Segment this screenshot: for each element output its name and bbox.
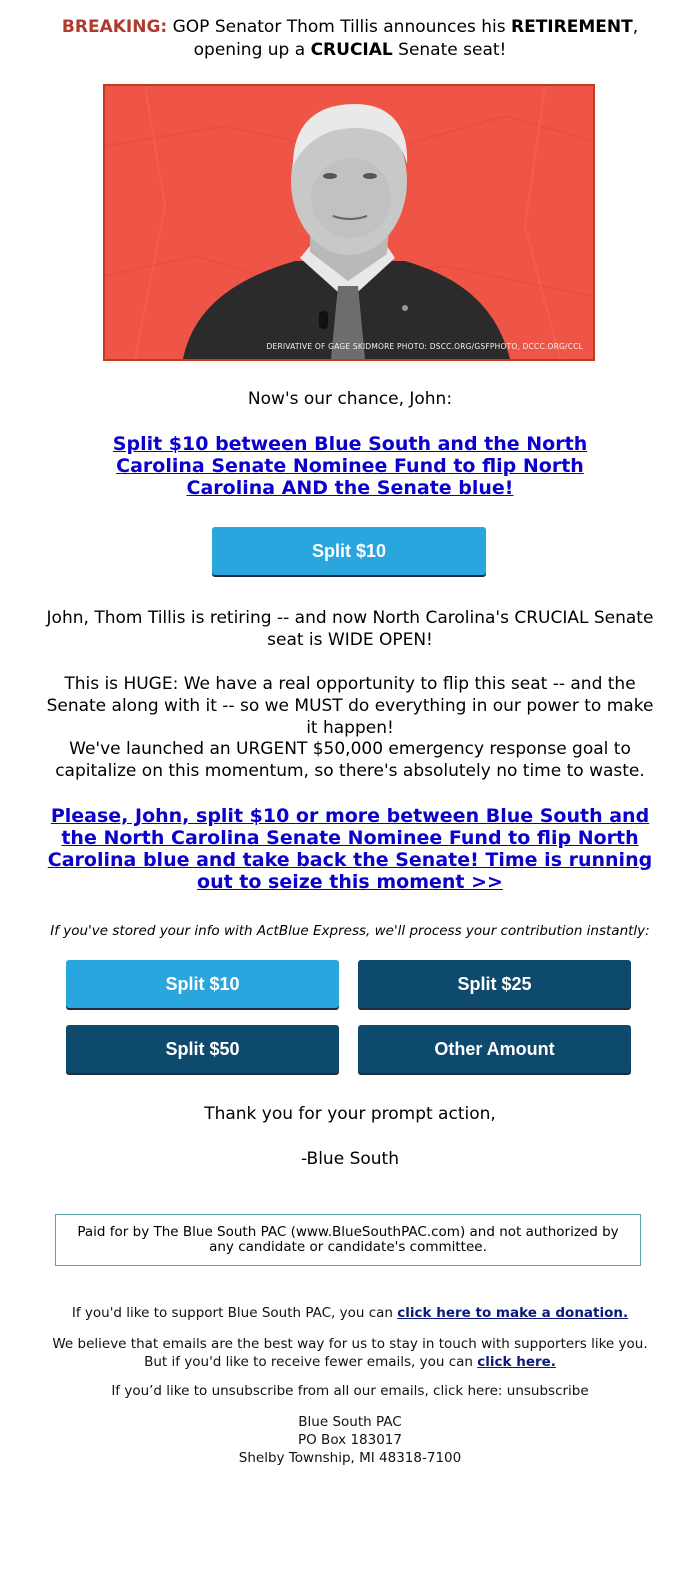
disclaimer-text: Paid for by The Blue South PAC (www.BlueSouthPAC.com) and not authorized by any candidate or candidate's committee. (77, 1224, 619, 1255)
breaking-label: BREAKING: (61, 17, 168, 37)
unsubscribe-link[interactable]: unsubscribe (506, 1383, 589, 1399)
headline-text: GOP Senator Thom Tillis announces his (167, 17, 511, 37)
footer-support (50, 1304, 650, 1322)
paragraph-1: John, Thom Tillis is retiring -- and now North Carolina's CRUCIAL Senate seat is WIDE OPEN! (46, 608, 654, 650)
footer-support-text: If you'd like to support Blue South PAC, you can (71, 1305, 398, 1321)
footer-fewer-text: We believe that emails are the best way for us to stay in touch with supporters like you. But if you'd like to receive fewer emails, you can (52, 1336, 648, 1370)
actblue-express-note: If you've stored your info with ActBlue Express, we'll process your contribution instantly: (50, 923, 650, 939)
paragraph-3: We've launched an URGENT $50,000 emergency response goal to capitalize on this momentum, so there's absolutely no time to waste. (55, 739, 645, 781)
footer-address (50, 1413, 650, 1467)
other-amount-button[interactable]: Other Amount (358, 1025, 631, 1073)
headline-text-3: Senate seat! (392, 40, 507, 60)
split-link-bottom[interactable]: Please, John, split $10 or more between Blue South and the North Carolina Senate Nominee Fund to flip North Carolina blue and take back the Senate! Time is running out to seize this moment >> (47, 805, 653, 893)
address-line-1: Blue South PAC (298, 1414, 402, 1430)
paid-for-disclaimer (55, 1214, 641, 1266)
fewer-emails-link[interactable]: click here. (477, 1354, 556, 1370)
donation-link[interactable]: click here to make a donation. (397, 1305, 629, 1321)
address-line-2: PO Box 183017 (298, 1432, 402, 1448)
senator-photo[interactable] (103, 84, 595, 361)
footer-unsubscribe-text: If you’d like to unsubscribe from all our emails, click here: (111, 1383, 507, 1399)
intro-text: Now's our chance, John: (247, 389, 453, 409)
split-10-button[interactable]: Split $10 (66, 960, 339, 1008)
thanks-text: Thank you for your prompt action, (204, 1104, 496, 1124)
headline-comma: , (632, 17, 639, 37)
paragraph-2: This is HUGE: We have a real opportunity to flip this seat -- and the Senate along with it -- so we MUST do everything in our power to make it happen! (46, 674, 654, 738)
split-25-button[interactable]: Split $25 (358, 960, 631, 1008)
split-link-top[interactable]: Split $10 between Blue South and the North Carolina Senate Nominee Fund to flip North Carolina AND the Senate blue! (112, 433, 588, 499)
split-50-button[interactable]: Split $50 (66, 1025, 339, 1073)
signoff: -Blue South (301, 1149, 399, 1169)
photo-credit: DERIVATIVE OF GAGE SKIDMORE PHOTO: DSCC.ORG/GSFPHOTO, DCCC.ORG/CCL (266, 342, 583, 351)
split-10-button-main[interactable]: Split $10 (212, 527, 486, 575)
senator-photo-illustration (105, 86, 593, 359)
headline-text-2: opening up a (193, 40, 311, 60)
headline (30, 16, 670, 62)
headline-bold-retirement: RETIREMENT (511, 17, 633, 37)
headline-bold-crucial: CRUCIAL (310, 40, 393, 60)
footer-unsubscribe (50, 1382, 650, 1400)
address-line-3: Shelby Township, MI 48318-7100 (238, 1450, 462, 1466)
footer-fewer-emails (50, 1335, 650, 1371)
